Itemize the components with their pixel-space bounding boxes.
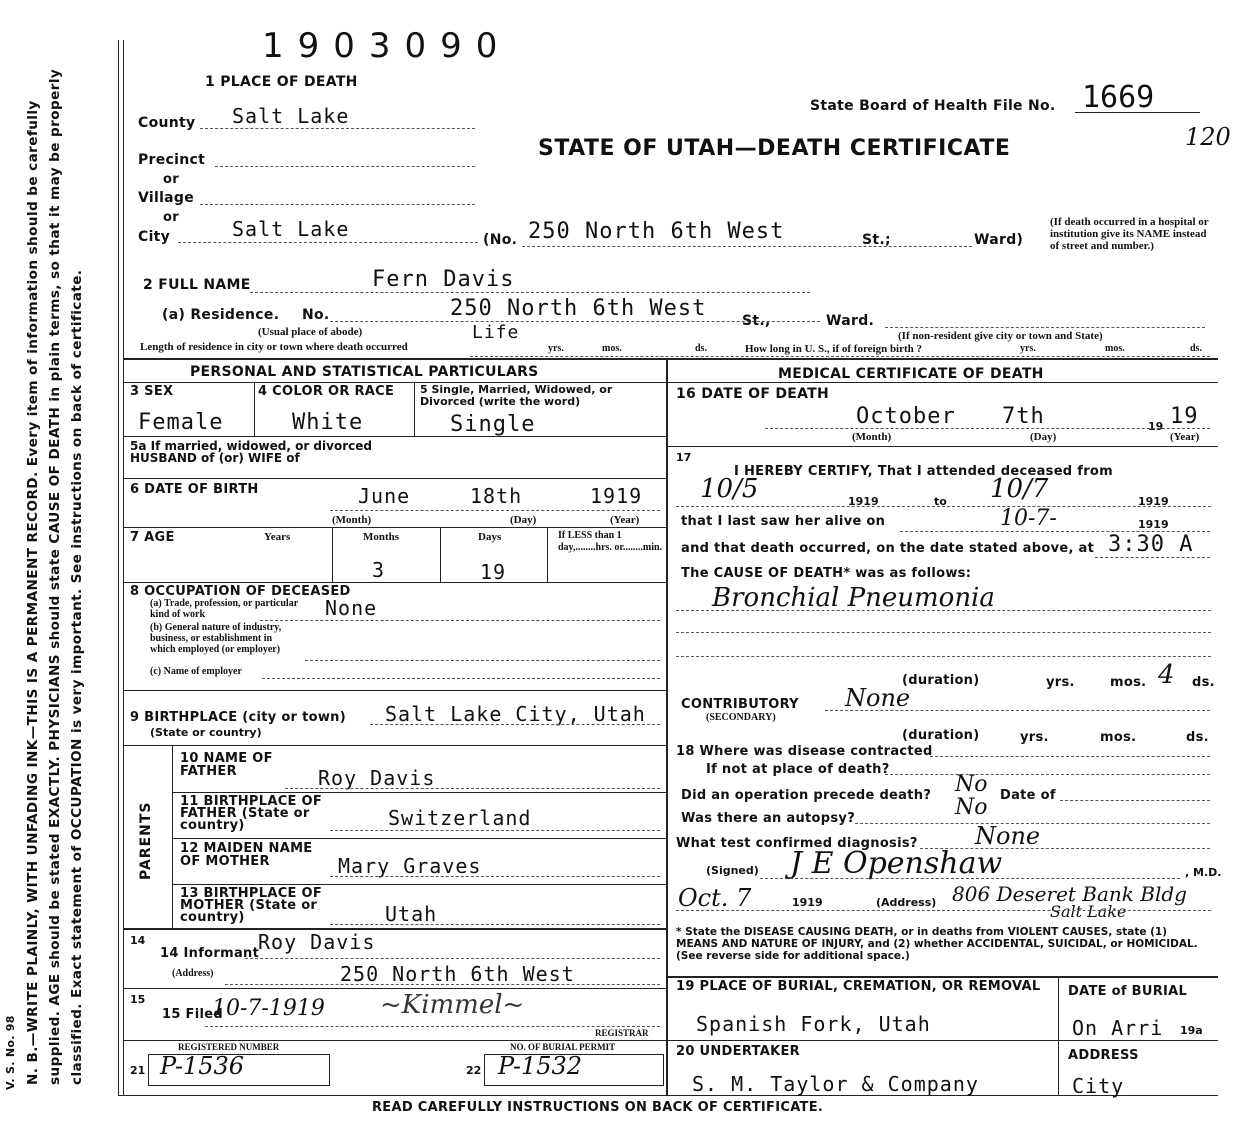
form-bottom-border <box>118 1095 1218 1096</box>
mother-bp-line <box>330 924 660 925</box>
duration-ds-1: ds. <box>1192 675 1215 690</box>
reg-number-value: P-1536 <box>160 1052 245 1080</box>
signed-label: (Signed) <box>706 864 759 877</box>
medical-title-rule <box>666 382 1218 383</box>
death-year: 19 <box>1170 404 1199 429</box>
age-days-label: Days <box>478 531 502 543</box>
operation-line <box>1060 800 1210 801</box>
to-label: to <box>934 495 947 508</box>
color-divider <box>414 382 415 436</box>
residence-label: (a) Residence. <box>162 307 280 323</box>
sign-address-line <box>676 910 1211 911</box>
duration-yrs-1: yrs. <box>1046 675 1075 690</box>
certificate-title: STATE OF UTAH—DEATH CERTIFICATE <box>538 136 1011 161</box>
county-value: Salt Lake <box>232 104 350 128</box>
father-bp-rule <box>172 838 666 839</box>
form-left-border-inner <box>123 40 124 1095</box>
informant-value: Roy Davis <box>258 930 376 954</box>
file-no-label: State Board of Health File No. <box>810 98 1056 114</box>
village-label: Village <box>138 190 195 206</box>
sex-divider <box>254 382 255 436</box>
last-saw-text: that I last saw her alive on <box>681 514 886 529</box>
operation-q: Did an operation precede death? <box>681 788 932 803</box>
county-line <box>200 128 475 129</box>
parents-label: PARENTS <box>138 801 154 880</box>
burial-date: On Arri <box>1072 1016 1164 1040</box>
city-value: Salt Lake <box>232 217 350 241</box>
contributory-line <box>825 710 1210 711</box>
duration-label-2: (duration) <box>902 728 980 743</box>
burial-permit-label: NO. OF BURIAL PERMIT <box>510 1042 616 1052</box>
sign-address: 806 Deseret Bank Bldg <box>952 882 1187 906</box>
medical-section-title: MEDICAL CERTIFICATE OF DEATH <box>778 366 1044 382</box>
sign-city: Salt Lake <box>1050 902 1127 921</box>
precinct-line <box>215 166 475 167</box>
duration-days: 4 <box>1158 660 1175 690</box>
attended-to: 10/7 <box>990 474 1049 504</box>
death-century: 19 <box>1148 420 1164 433</box>
autopsy-value: No <box>955 795 988 820</box>
full-name-value: Fern Davis <box>372 267 515 292</box>
dob-year: 1919 <box>590 484 643 508</box>
hospital-note: (If death occurred in a hospital or institution give its NAME instead of street and number.) <box>1050 216 1209 252</box>
occupation-line-b <box>305 660 660 661</box>
us-yrs: yrs. <box>1020 343 1036 354</box>
registrar-label: REGISTRAR <box>595 1028 649 1038</box>
birthplace-sub-label: (State or country) <box>150 726 262 739</box>
reg-number-label: REGISTERED NUMBER <box>178 1042 280 1052</box>
age-months-label: Months <box>363 531 400 543</box>
cause-value: Bronchial Pneumonia <box>712 583 995 613</box>
last-saw-value: 10-7- <box>1000 506 1057 531</box>
precinct-label: Precinct <box>138 152 206 168</box>
mother-bp-label: 13 BIRTHPLACE OF MOTHER (State or country) <box>180 886 323 925</box>
sex-label: 3 SEX <box>130 384 174 399</box>
length-ds: ds. <box>695 343 707 354</box>
age-less-label: If LESS than 1 day,........hrs. or........min. <box>558 530 663 553</box>
mother-line <box>330 876 660 877</box>
street-value: 250 North 6th West <box>528 219 785 244</box>
occupation-value: None <box>325 596 378 620</box>
occupation-label: 8 OCCUPATION OF DECEASED <box>130 584 351 599</box>
death-day: 7th <box>1002 404 1045 429</box>
undertaker-label: 20 UNDERTAKER <box>676 1044 800 1059</box>
certify-text: I HEREBY CERTIFY, That I attended deceased from <box>734 464 1113 479</box>
attended-from-year: 1919 <box>848 495 879 508</box>
informant-num: 14 <box>130 934 146 947</box>
filed-value: 10-7-1919 <box>212 996 325 1021</box>
ward-label: Ward) <box>974 232 1024 248</box>
residence-ward-line <box>885 327 1205 328</box>
burial-date-suffix: 19a <box>1180 1024 1203 1037</box>
burial-label: 19 PLACE OF BURIAL, CREMATION, OR REMOVAL <box>676 979 1041 994</box>
test-q: What test confirmed diagnosis? <box>676 836 918 851</box>
q18b-label: If not at place of death? <box>706 762 890 777</box>
operation-value: No <box>955 772 988 797</box>
contributory-label: CONTRIBUTORY <box>681 697 799 712</box>
cert-num: 17 <box>676 451 692 464</box>
burial-place: Spanish Fork, Utah <box>696 1012 931 1036</box>
marital-value: Single <box>450 412 536 437</box>
cause-label: The CAUSE OF DEATH* was as follows: <box>681 566 972 581</box>
city-label: City <box>138 229 171 245</box>
q18-line <box>930 756 1210 757</box>
mother-value: Mary Graves <box>338 854 482 878</box>
death-month-label: (Month) <box>852 431 892 443</box>
dob-line <box>330 510 660 511</box>
row3-rule <box>123 436 666 437</box>
informant-address: 250 North 6th West <box>340 962 575 986</box>
reg-num-prefix: 21 <box>130 1064 146 1077</box>
duration-mos-1: mos. <box>1110 675 1147 690</box>
dob-day-label: (Day) <box>510 514 537 526</box>
time-value: 3:30 A <box>1108 532 1194 557</box>
last-saw-year: 1919 <box>1138 518 1169 531</box>
father-line <box>285 788 660 789</box>
undertaker-address-label: ADDRESS <box>1068 1048 1139 1063</box>
personal-section-title: PERSONAL AND STATISTICAL PARTICULARS <box>190 364 539 380</box>
street-st-label: St.; <box>862 232 891 248</box>
county-label: County <box>138 115 196 131</box>
birthplace-line <box>370 724 660 725</box>
file-no: 1669 <box>1082 80 1155 115</box>
color-label: 4 COLOR OR RACE <box>258 384 395 399</box>
footer-instructions: READ CAREFULLY INSTRUCTIONS ON BACK OF CERTIFICATE. <box>372 1100 824 1115</box>
signed-line <box>760 878 1180 879</box>
secondary-label: (SECONDARY) <box>706 712 776 723</box>
dob-day: 18th <box>470 484 523 508</box>
street-line <box>522 246 972 247</box>
file-no-line <box>1075 112 1200 113</box>
dob-year-label: (Year) <box>610 514 640 526</box>
registrar-signature: ~Kimmel~ <box>380 990 525 1020</box>
city-line <box>178 242 478 243</box>
age-div-3 <box>547 527 548 582</box>
q18-label: 18 Where was disease contracted <box>676 744 933 759</box>
street-no-label: (No. <box>483 232 518 248</box>
test-value: None <box>975 822 1041 850</box>
father-value: Roy Davis <box>318 766 436 790</box>
undertaker-address: City <box>1072 1074 1125 1098</box>
us-mos: mos. <box>1105 343 1125 354</box>
row6-rule <box>123 527 666 528</box>
residence-value: 250 North 6th West <box>450 296 707 321</box>
md-label: , M.D. <box>1185 866 1222 879</box>
parents-col-divider <box>172 745 173 928</box>
age-days-value: 19 <box>480 560 507 584</box>
age-years-label: Years <box>264 531 291 543</box>
occupation-line-a <box>260 620 660 621</box>
sign-date: Oct. 7 <box>678 884 752 912</box>
filed-rule <box>123 1040 666 1041</box>
place-of-death-label: 1 PLACE OF DEATH <box>205 74 358 90</box>
cause-line-1 <box>676 610 1211 611</box>
time-line <box>1095 557 1210 558</box>
physician-signature: J E Openshaw <box>790 846 1003 881</box>
residence-ward-label: Ward. <box>826 313 875 329</box>
death-date-label: 16 DATE OF DEATH <box>676 386 830 402</box>
nonresident-note: (If non-resident give city or town and State) <box>898 330 1103 342</box>
occupation-a: (a) Trade, profession, or particular kind of work <box>150 598 298 620</box>
filed-num: 15 <box>130 993 146 1006</box>
date-of-label: Date of <box>1000 788 1056 803</box>
length-value: Life <box>472 322 520 343</box>
burial-date-label: DATE of BURIAL <box>1068 984 1188 999</box>
abode-note: (Usual place of abode) <box>258 326 363 338</box>
serial-number: 1903090 <box>262 26 512 66</box>
occurred-text: and that death occurred, on the date stated above, at <box>681 541 1095 556</box>
mother-label: 12 MAIDEN NAME OF MOTHER <box>180 841 313 869</box>
color-value: White <box>292 410 364 435</box>
age-label: 7 AGE <box>130 530 175 545</box>
duration-ds-2: ds. <box>1186 730 1209 745</box>
undertaker-value: S. M. Taylor & Company <box>692 1072 979 1096</box>
occupation-c: (c) Name of employer <box>150 666 242 677</box>
father-bp-value: Switzerland <box>388 806 532 830</box>
dob-month-label: (Month) <box>332 514 372 526</box>
mother-bp-value: Utah <box>385 902 438 926</box>
father-bp-line <box>330 830 660 831</box>
burial-date-divider <box>1058 976 1059 1095</box>
contributory-value: None <box>845 684 911 712</box>
row8-rule <box>123 690 666 691</box>
row7-rule <box>123 582 666 583</box>
dob-label: 6 DATE OF BIRTH <box>130 482 259 497</box>
center-divider <box>666 360 668 1095</box>
spouse-label: 5a If married, widowed, or divorced HUSBAND of (or) WIFE of <box>130 439 372 465</box>
death-day-label: (Day) <box>1030 431 1057 443</box>
q18b-line <box>885 774 1210 775</box>
birthplace-value: Salt Lake City, Utah <box>385 702 646 726</box>
full-name-line <box>250 292 810 293</box>
section-divider-top <box>123 358 1218 360</box>
residence-line <box>330 321 820 322</box>
age-div-2 <box>440 527 441 582</box>
duration-mos-2: mos. <box>1100 730 1137 745</box>
attended-to-year: 1919 <box>1138 495 1169 508</box>
informant-address-label: (Address) <box>172 968 214 979</box>
age-div-1 <box>332 527 333 582</box>
margin-number: 120 <box>1185 123 1231 151</box>
filed-line <box>205 1026 660 1027</box>
informant-label: 14 Informant <box>160 946 260 961</box>
how-long-label: How long in U. S., if of foreign birth ? <box>745 343 923 355</box>
occupation-b: (b) General nature of industry, business, or establishment in which employed (or employer) <box>150 622 282 655</box>
burial-rule <box>666 1040 1218 1041</box>
sex-value: Female <box>138 410 224 435</box>
vs-number: V. S. No. 98 <box>4 1015 17 1090</box>
row16-rule <box>666 446 1218 447</box>
row9-rule <box>123 745 666 746</box>
cause-line-3 <box>676 656 1211 657</box>
dob-month: June <box>358 484 411 508</box>
full-name-label: 2 FULL NAME <box>143 277 251 293</box>
village-line <box>200 204 475 205</box>
death-year-label: (Year) <box>1170 431 1200 443</box>
permit-prefix: 22 <box>466 1064 482 1077</box>
or-label-1: or <box>163 172 179 187</box>
sign-address-label: (Address) <box>876 896 937 909</box>
or-label-2: or <box>163 210 179 225</box>
us-ds: ds. <box>1190 343 1202 354</box>
attended-from: 10/5 <box>700 474 759 504</box>
attended-line <box>676 506 1211 507</box>
cause-line-2 <box>676 632 1211 633</box>
age-months-value: 3 <box>372 558 386 582</box>
duration-label-1: (duration) <box>902 673 980 688</box>
length-mos: mos. <box>602 343 622 354</box>
filed-label: 15 Filed <box>162 1007 223 1022</box>
form-left-border <box>118 40 119 1095</box>
cause-footnote: * State the DISEASE CAUSING DEATH, or in deaths from VIOLENT CAUSES, state (1) MEANS AND NATURE OF INJURY, and (2) whether ACCIDENTAL, SUICIDAL, or HOMICIDAL. (See reverse side for additional space.) <box>676 926 1198 962</box>
informant-address-line <box>225 984 660 985</box>
residence-st-label: St., <box>742 313 771 329</box>
footnote-rule <box>666 976 1218 978</box>
death-date-line <box>765 428 1210 429</box>
father-label: 10 NAME OF FATHER <box>180 751 273 779</box>
autopsy-q: Was there an autopsy? <box>681 811 856 826</box>
father-rule <box>172 792 666 793</box>
burial-permit-value: P-1532 <box>498 1052 583 1080</box>
occupation-line-c <box>262 678 660 679</box>
parents-bottom-rule <box>123 928 666 930</box>
row5a-rule <box>123 478 666 479</box>
informant-line <box>245 958 660 959</box>
marital-label: 5 Single, Married, Widowed, or Divorced (write the word) <box>420 383 613 408</box>
residence-no-label: No. <box>302 307 330 323</box>
mother-rule <box>172 884 666 885</box>
margin-instructions: N. B.—WRITE PLAINLY, WITH UNFADING INK—THIS IS A PERMANENT RECORD. Every item of information should be carefully supplied. AGE should be stated EXACTLY. PHYSICIANS should state CAUSE OF DEATH in plain terms, so that it may be properly classified. Exact statement of OCCUPATION is very important. See instructions on back of certificate. <box>25 68 85 1085</box>
informant-rule <box>123 988 666 989</box>
duration-yrs-2: yrs. <box>1020 730 1049 745</box>
length-line <box>470 356 1210 357</box>
length-yrs: yrs. <box>548 343 564 354</box>
length-label: Length of residence in city or town where death occurred <box>140 341 408 353</box>
birthplace-label: 9 BIRTHPLACE (city or town) <box>130 710 346 725</box>
sign-year: 1919 <box>792 896 823 909</box>
death-month: October <box>856 404 956 429</box>
father-bp-label: 11 BIRTHPLACE OF FATHER (State or country) <box>180 794 323 833</box>
